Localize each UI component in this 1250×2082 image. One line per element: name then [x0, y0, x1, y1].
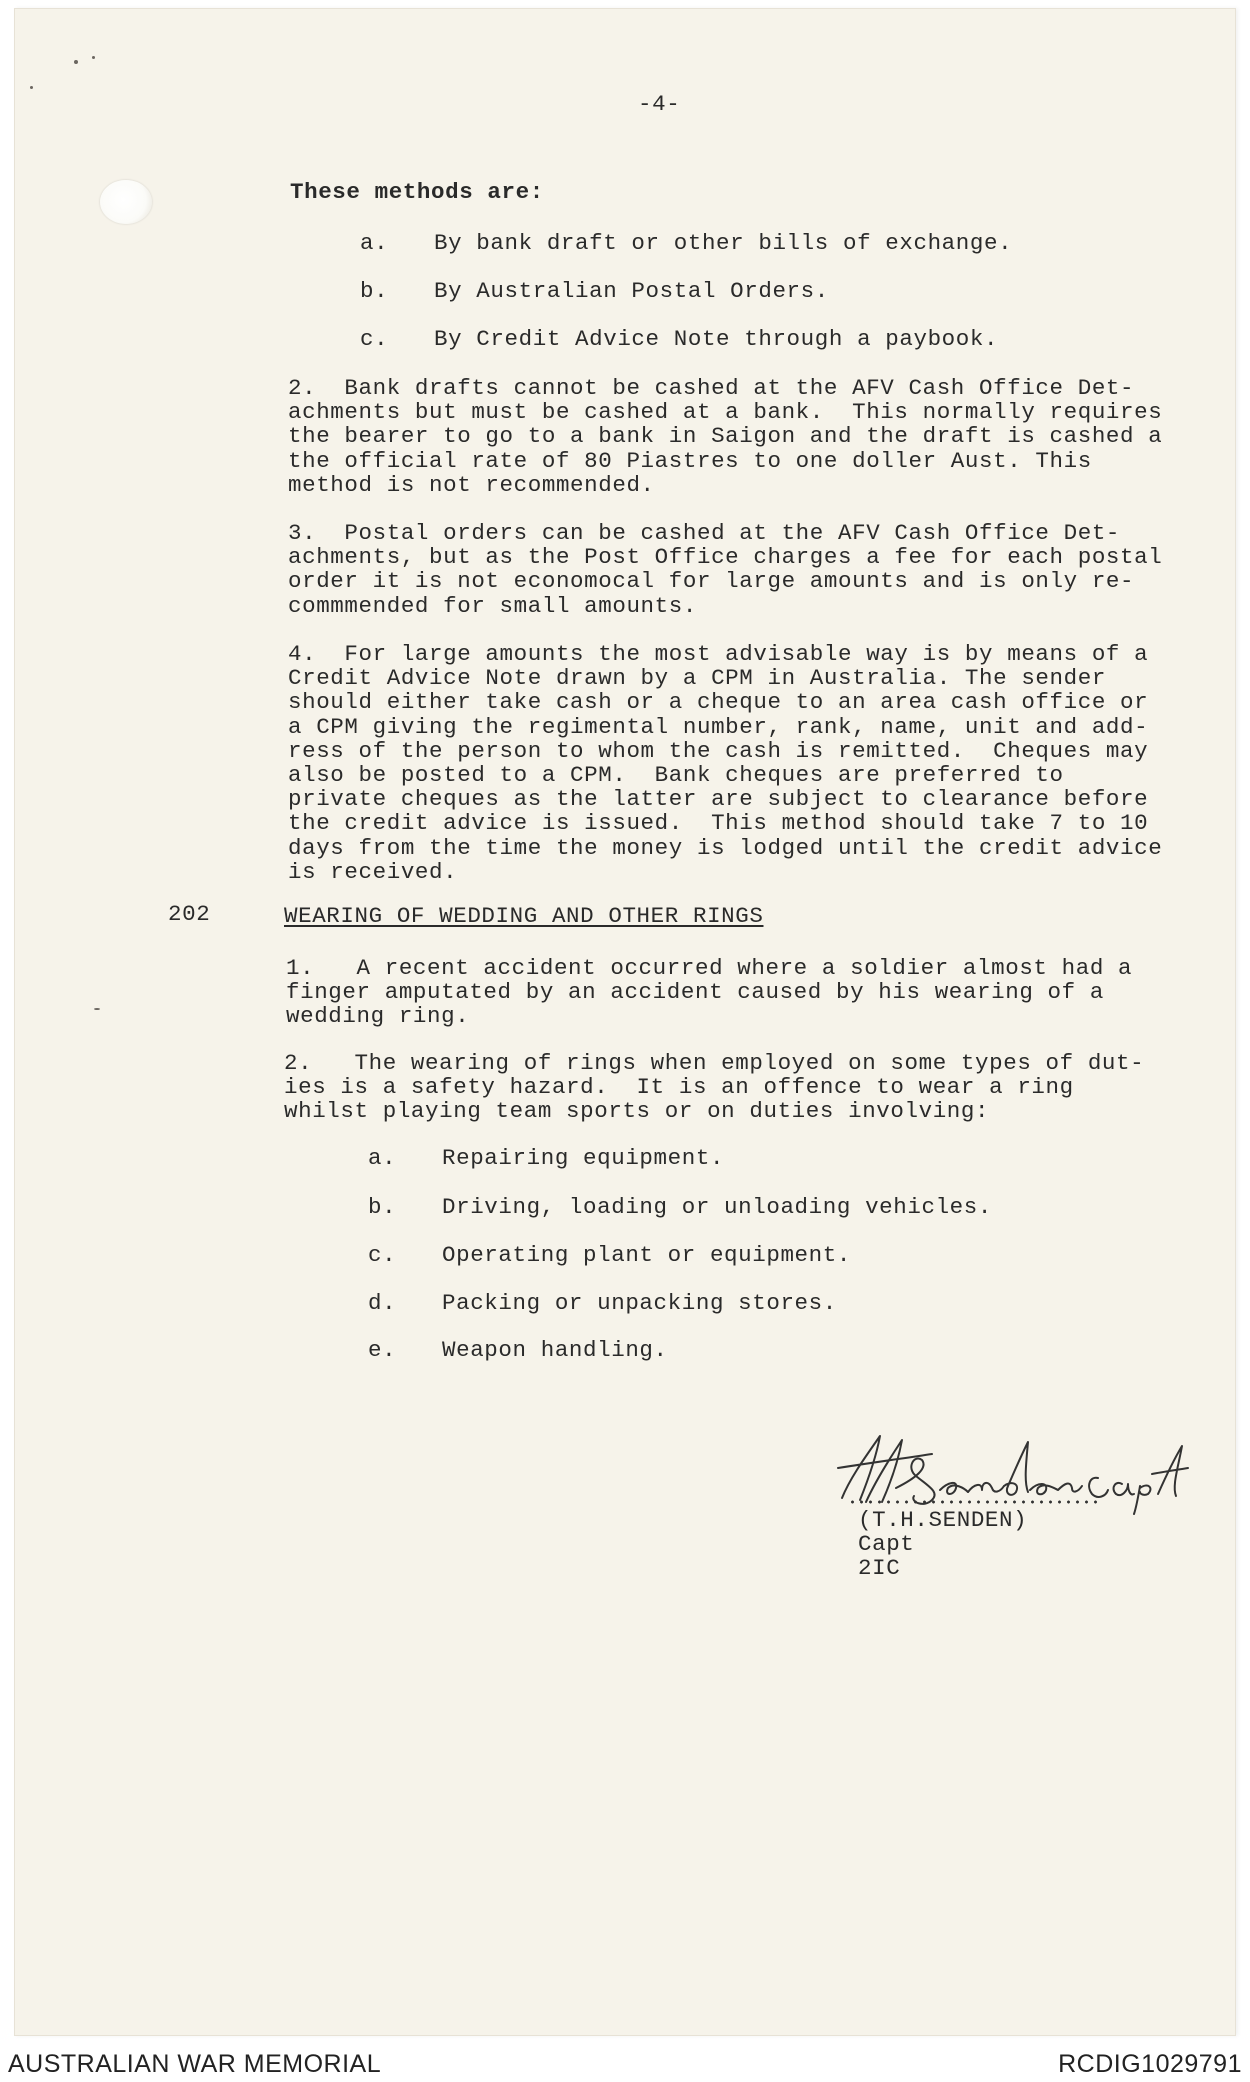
punch-hole	[100, 180, 152, 224]
text-line: a CPM giving the regimental number, rank, name, unit and add-	[288, 713, 1149, 740]
methods-intro: These methods are:	[290, 179, 544, 205]
text-line: achments but must be cashed at a bank. This normally requires	[288, 399, 1163, 426]
paragraph-bank-drafts	[288, 376, 1188, 497]
duty-item	[368, 1146, 724, 1170]
section-number: 202	[168, 901, 211, 927]
paragraph-credit-advice	[288, 642, 1188, 884]
text-line: is received.	[288, 858, 458, 885]
text-line: method is not recommended.	[288, 471, 655, 498]
signature-dotted-line	[848, 1500, 1100, 1504]
paper-speck	[94, 1008, 100, 1010]
text-line: private cheques as the latter are subject to clearance before	[288, 786, 1149, 813]
duty-item	[368, 1291, 837, 1315]
text-line: ies is a safety hazard. It is an offence to wear a ring	[284, 1074, 1074, 1101]
text-line: 2. Bank drafts cannot be cashed at the AFV Cash Office Det-	[288, 375, 1135, 401]
text-line: commmended for small amounts.	[288, 592, 697, 619]
text-line: 1. A recent accident occurred where a soldier almost had a	[286, 955, 1133, 981]
method-item	[360, 327, 998, 351]
method-label: c.	[360, 326, 389, 352]
duty-item	[368, 1195, 992, 1219]
text-line: the bearer to go to a bank in Saigon and the draft is cashed a	[288, 423, 1163, 450]
text-line: Credit Advice Note drawn by a CPM in Australia. The sender	[288, 665, 1106, 692]
paper-speck	[30, 86, 33, 89]
text-line: 2. The wearing of rings when employed on some types of dut-	[284, 1050, 1145, 1076]
duty-label: d.	[368, 1290, 397, 1316]
section-title: WEARING OF WEDDING AND OTHER RINGS	[284, 903, 764, 929]
text-line: 4. For large amounts the most advisable way is by means of a	[288, 641, 1149, 667]
duty-label: b.	[368, 1194, 397, 1220]
text-line: days from the time the money is lodged until the credit advice	[288, 834, 1163, 861]
duty-item	[368, 1338, 668, 1362]
text-line: ress of the person to whom the cash is remitted. Cheques may	[288, 737, 1149, 764]
duty-label: e.	[368, 1337, 397, 1363]
duty-text: Weapon handling.	[442, 1337, 668, 1363]
handwritten-signature	[836, 1428, 1196, 1518]
text-line: also be posted to a CPM. Bank cheques are preferred to	[288, 762, 1064, 789]
text-line: should either take cash or a cheque to an area cash office or	[288, 689, 1149, 716]
signatory-appointment: 2IC	[858, 1555, 901, 1581]
method-item	[360, 279, 829, 303]
duty-text: Packing or unpacking stores.	[442, 1290, 837, 1316]
page-number: -4-	[638, 91, 681, 117]
signatory-name: (T.H.SENDEN)	[858, 1507, 1028, 1533]
duty-label: a.	[368, 1145, 397, 1171]
method-label: b.	[360, 278, 389, 304]
text-line: the official rate of 80 Piastres to one doller Aust. This	[288, 447, 1092, 474]
text-line: whilst playing team sports or on duties involving:	[284, 1098, 990, 1125]
duty-text: Operating plant or equipment.	[442, 1242, 851, 1268]
paragraph-ring-accident	[286, 956, 1186, 1029]
footer-record-id: RCDIG1029791	[1058, 2050, 1242, 2078]
method-text: By Credit Advice Note through a paybook.	[434, 326, 999, 352]
signatory-rank: Capt	[858, 1531, 915, 1557]
method-text: By bank draft or other bills of exchange.	[434, 230, 1013, 256]
text-line: 3. Postal orders can be cashed at the AFV Cash Office Det-	[288, 520, 1121, 546]
paper-speck	[74, 60, 78, 64]
paragraph-ring-hazard	[284, 1051, 1184, 1124]
paper-speck	[92, 56, 95, 59]
text-line: finger amputated by an accident caused by his wearing of a	[286, 979, 1104, 1006]
method-item	[360, 231, 1012, 255]
text-line: the credit advice is issued. This method should take 7 to 10	[288, 810, 1149, 837]
duty-item	[368, 1243, 851, 1267]
method-label: a.	[360, 230, 389, 256]
text-line: wedding ring.	[286, 1003, 470, 1030]
text-line: order it is not economocal for large amounts and is only re-	[288, 568, 1135, 595]
duty-text: Repairing equipment.	[442, 1145, 725, 1171]
footer-source: AUSTRALIAN WAR MEMORIAL	[8, 2050, 382, 2078]
paragraph-postal-orders	[288, 521, 1188, 618]
method-text: By Australian Postal Orders.	[434, 278, 829, 304]
text-line: achments, but as the Post Office charges a fee for each postal	[288, 544, 1163, 571]
duty-label: c.	[368, 1242, 397, 1268]
duty-text: Driving, loading or unloading vehicles.	[442, 1194, 992, 1220]
